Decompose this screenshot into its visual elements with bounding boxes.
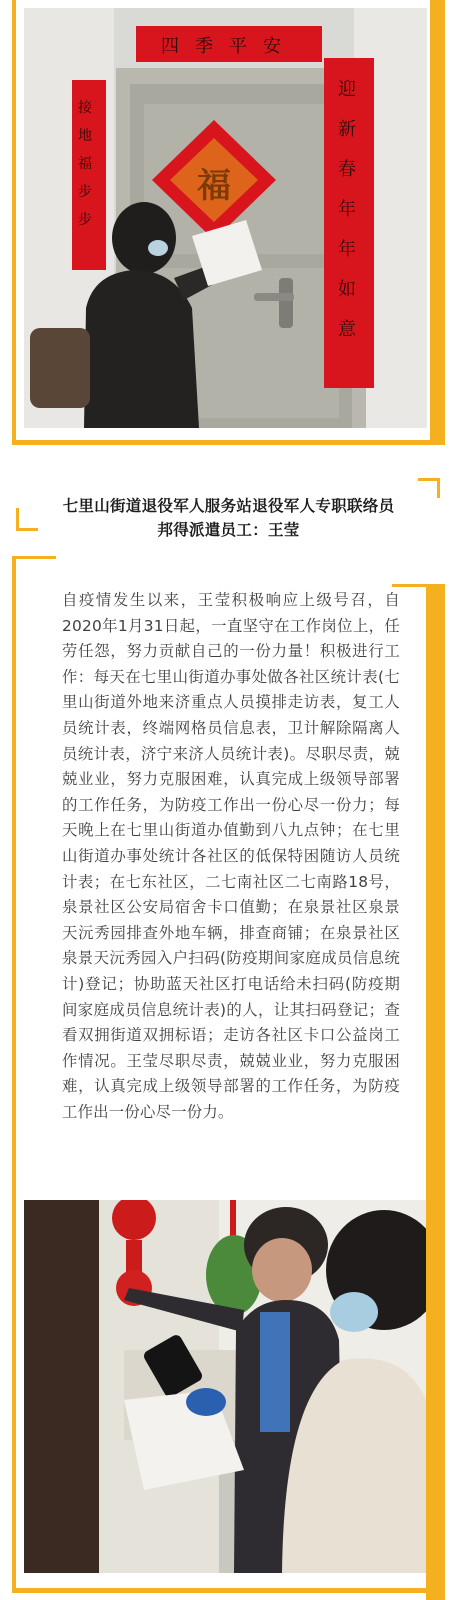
frame-body-top-left xyxy=(12,556,56,559)
body-paragraph: 自疫情发生以来，王莹积极响应上级号召，自2020年1月31日起，一直坚守在工作岗位上，任劳任怨，努力贡献自己的一份力量！积极进行工作：每天在七里山街道办事处做各社区统计表(七里山街道外地来济重点人员摸排走访表，复工人员统计表，终端网格员信息表，卫计解除隔离人员统计表，济宁来济人员统计表)。尽职尽责，兢兢业业，努力克服困难，认真完成上级领导部署的工作任务，为防疫工作出一份心尽一份力；每天晚上在七里山街道办值勤到八九点钟；在七里山街道办事处统计各社区的低保特困随访人员统计表；在七东社区，二七南社区二七南路18号，泉景社区公安局宿舍卡口值勤；在泉景社区泉景天沅秀园排查外地车辆，排查商铺；在泉景社区泉景天沅秀园入户扫码(防疫期间家庭成员信息统计)登记；协助蓝天社区打电话给未扫码(防疫期间家庭成员信息统计表)的人，让其扫码登记；查看双拥街道双拥标语；走访各社区卡口公益岗工作情况。王莹尽职尽责，兢兢业业，努力克服困难，认真完成上级领导部署的工作任务，为防疫工作出一份心尽一份力。 xyxy=(62,591,400,1121)
frame-body-bottom-bar xyxy=(12,1588,445,1593)
photo-scan-registration xyxy=(24,1200,426,1573)
heading-corner-right xyxy=(437,478,440,498)
couplet-left: 接地福步步 xyxy=(78,100,92,228)
page-heading xyxy=(20,494,437,542)
frame-top-bottom-bar xyxy=(12,440,445,445)
fu-character: 福 xyxy=(197,166,231,206)
couplet-right: 迎新春年年如意 xyxy=(338,79,356,340)
couplet-top: 四季平安 xyxy=(161,36,297,57)
frame-body-left-vertical xyxy=(12,556,16,1591)
heading-corner-left xyxy=(16,508,19,530)
frame-top-left-vertical xyxy=(12,0,16,444)
frame-top-right-vertical xyxy=(430,0,445,445)
heading-line-2: 邦得派遣员工：王莹 xyxy=(157,521,300,539)
photo-door-visit xyxy=(24,8,427,428)
heading-line-1: 七里山街道退役军人服务站退役军人专职联络员 xyxy=(62,497,395,515)
frame-body-right-vertical xyxy=(426,584,445,1600)
